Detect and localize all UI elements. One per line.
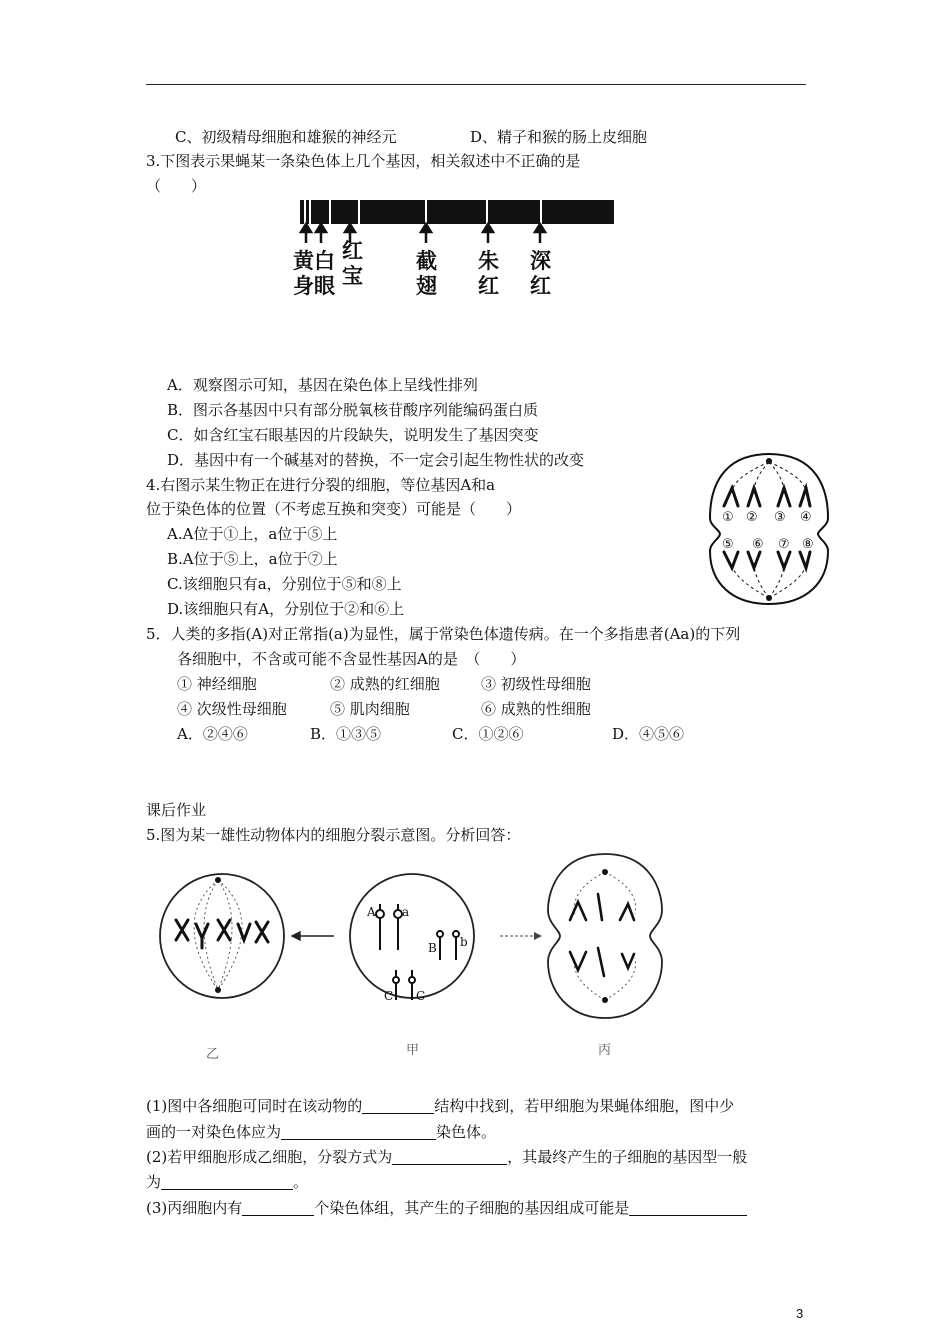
q5a-item-5: ⑤ 肌肉细胞 <box>330 700 410 718</box>
q2-text-b: ，其最终产生的子细胞的基因型一般 <box>507 1148 748 1166</box>
gene-white-1: 白 <box>314 249 335 273</box>
q5a-choice-b: B．①③⑤ <box>310 725 382 743</box>
page-number: 3 <box>796 1306 804 1321</box>
q5a-item-1: ① 神经细胞 <box>177 675 257 693</box>
homework-q1-line2 <box>146 1122 496 1142</box>
q5a-item-4: ④ 次级性母细胞 <box>177 700 287 718</box>
dividing-cell-figure <box>702 448 836 610</box>
q1-text-c: 画的一对染色体应为 <box>146 1123 282 1141</box>
q3-option-d: D．基因中有一个碱基对的替换，不一定会引起生物性状的改变 <box>167 451 585 469</box>
q1-blank-chromosome[interactable] <box>281 1124 436 1140</box>
q5a-choice-d: D．④⑤⑥ <box>612 725 685 743</box>
fig4-label-7: ⑦ <box>778 537 790 552</box>
homework-q2-line1 <box>146 1147 747 1167</box>
q2-text-a: (2)若甲细胞形成乙细胞，分裂方式为 <box>146 1148 393 1166</box>
gene-yellow-2: 身 <box>293 274 314 298</box>
q1-text-d: 染色体。 <box>436 1123 497 1141</box>
homework-q2-line2 <box>146 1172 308 1192</box>
cell-label-yi: 乙 <box>206 1047 220 1062</box>
gene-deep-red-2: 红 <box>530 274 551 298</box>
q2-text-c: 为 <box>146 1173 162 1191</box>
q3-stem: 3.下图表示果蝇某一条染色体上几个基因，相关叙述中不正确的是 <box>146 152 581 170</box>
q3h-text-a: (3)丙细胞内有 <box>146 1199 243 1217</box>
q4-stem-2: 位于染色体的位置（不考虑互换和突变）可能是（ ） <box>146 500 522 518</box>
q3h-text-b: 个染色体组，其产生的子细胞的基因组成可能是 <box>314 1199 630 1217</box>
q5a-item-3: ③ 初级性母细胞 <box>481 675 591 693</box>
gene-label-A: A <box>367 905 376 919</box>
homework-stem: 5.图为某一雄性动物体内的细胞分裂示意图。分析回答： <box>146 826 521 844</box>
header-rule <box>146 84 806 85</box>
fig4-label-1: ① <box>722 510 734 525</box>
homework-q3-line1 <box>146 1198 747 1218</box>
q3-option-c: C．如含红宝石眼基因的片段缺失，说明发生了基因突变 <box>167 426 539 444</box>
gene-label-C2: C <box>416 989 426 1003</box>
q4-option-c: C.该细胞只有a，分别位于⑤和⑧上 <box>167 575 402 593</box>
q5a-choice-c: C．①②⑥ <box>452 725 524 743</box>
q2-option-c: C、初级精母细胞和雄猴的神经元 <box>175 128 397 146</box>
gene-vermilion-1: 朱 <box>478 249 499 273</box>
q4-option-a: A.A位于①上，a位于⑤上 <box>167 525 338 543</box>
gene-deep-red-1: 深 <box>530 249 551 273</box>
gene-vermilion-2: 红 <box>478 274 499 298</box>
gene-white-2: 眼 <box>314 274 335 298</box>
q3h-blank-sets[interactable] <box>242 1200 314 1216</box>
fig4-label-5: ⑤ <box>722 537 734 552</box>
gene-label-a: a <box>402 905 410 919</box>
fig4-label-8: ⑧ <box>802 537 814 552</box>
q5a-item-6: ⑥ 成熟的性细胞 <box>481 700 591 718</box>
q5a-stem-2: 各细胞中，不含或可能不含显性基因A的是 （ ） <box>177 650 526 668</box>
cell-label-bing: 丙 <box>598 1043 612 1058</box>
q1-text-b: 结构中找到，若甲细胞为果蝇体细胞，图中少 <box>434 1097 735 1115</box>
q2-text-d: 。 <box>293 1173 309 1191</box>
cell-label-jia: 甲 <box>406 1043 420 1058</box>
fig4-label-6: ⑥ <box>752 537 764 552</box>
q1-text-a: (1)图中各细胞可同时在该动物的 <box>146 1097 363 1115</box>
q3-paren: （ ） <box>146 177 207 195</box>
fig4-label-2: ② <box>746 510 758 525</box>
gene-yellow-1: 黄 <box>293 249 314 273</box>
chromosome-gene-map <box>290 196 620 306</box>
cell-division-figure <box>150 850 670 1070</box>
q4-option-d: D.该细胞只有A，分别位于②和⑥上 <box>167 600 405 618</box>
q5a-stem-1: 5．人类的多指(A)对正常指(a)为显性，属于常染色体遗传病。在一个多指患者(Aa)的下列 <box>146 625 741 643</box>
q1-blank-structure[interactable] <box>362 1098 434 1114</box>
gene-cut-2: 翅 <box>416 274 437 298</box>
homework-q1-line1 <box>146 1096 734 1116</box>
fig4-label-3: ③ <box>774 510 786 525</box>
q5a-item-2: ② 成熟的红细胞 <box>330 675 440 693</box>
q2-option-d: D、精子和猴的肠上皮细胞 <box>470 128 648 146</box>
q2-blank-genotype[interactable] <box>161 1174 293 1190</box>
gene-cut-1: 截 <box>416 249 437 273</box>
q5a-choice-a: A．②④⑥ <box>177 725 248 743</box>
q4-stem-1: 4.右图示某生物正在进行分裂的细胞，等位基因A和a <box>146 476 496 494</box>
fig4-label-4: ④ <box>800 510 812 525</box>
q3h-blank-genes[interactable] <box>629 1200 747 1216</box>
gene-label-b: b <box>460 935 468 949</box>
q3-option-b: B．图示各基因中只有部分脱氧核苷酸序列能编码蛋白质 <box>167 401 539 419</box>
q3-option-a: A．观察图示可知，基因在染色体上呈线性排列 <box>167 376 478 394</box>
gene-ruby-1: 红 <box>342 239 363 263</box>
gene-label-B: B <box>428 941 437 955</box>
gene-ruby-2: 宝 <box>342 264 363 288</box>
q4-option-b: B.A位于⑤上，a位于⑦上 <box>167 550 338 568</box>
homework-title: 课后作业 <box>146 801 207 819</box>
gene-label-C1: C <box>384 989 394 1003</box>
q2-blank-division[interactable] <box>392 1149 507 1165</box>
